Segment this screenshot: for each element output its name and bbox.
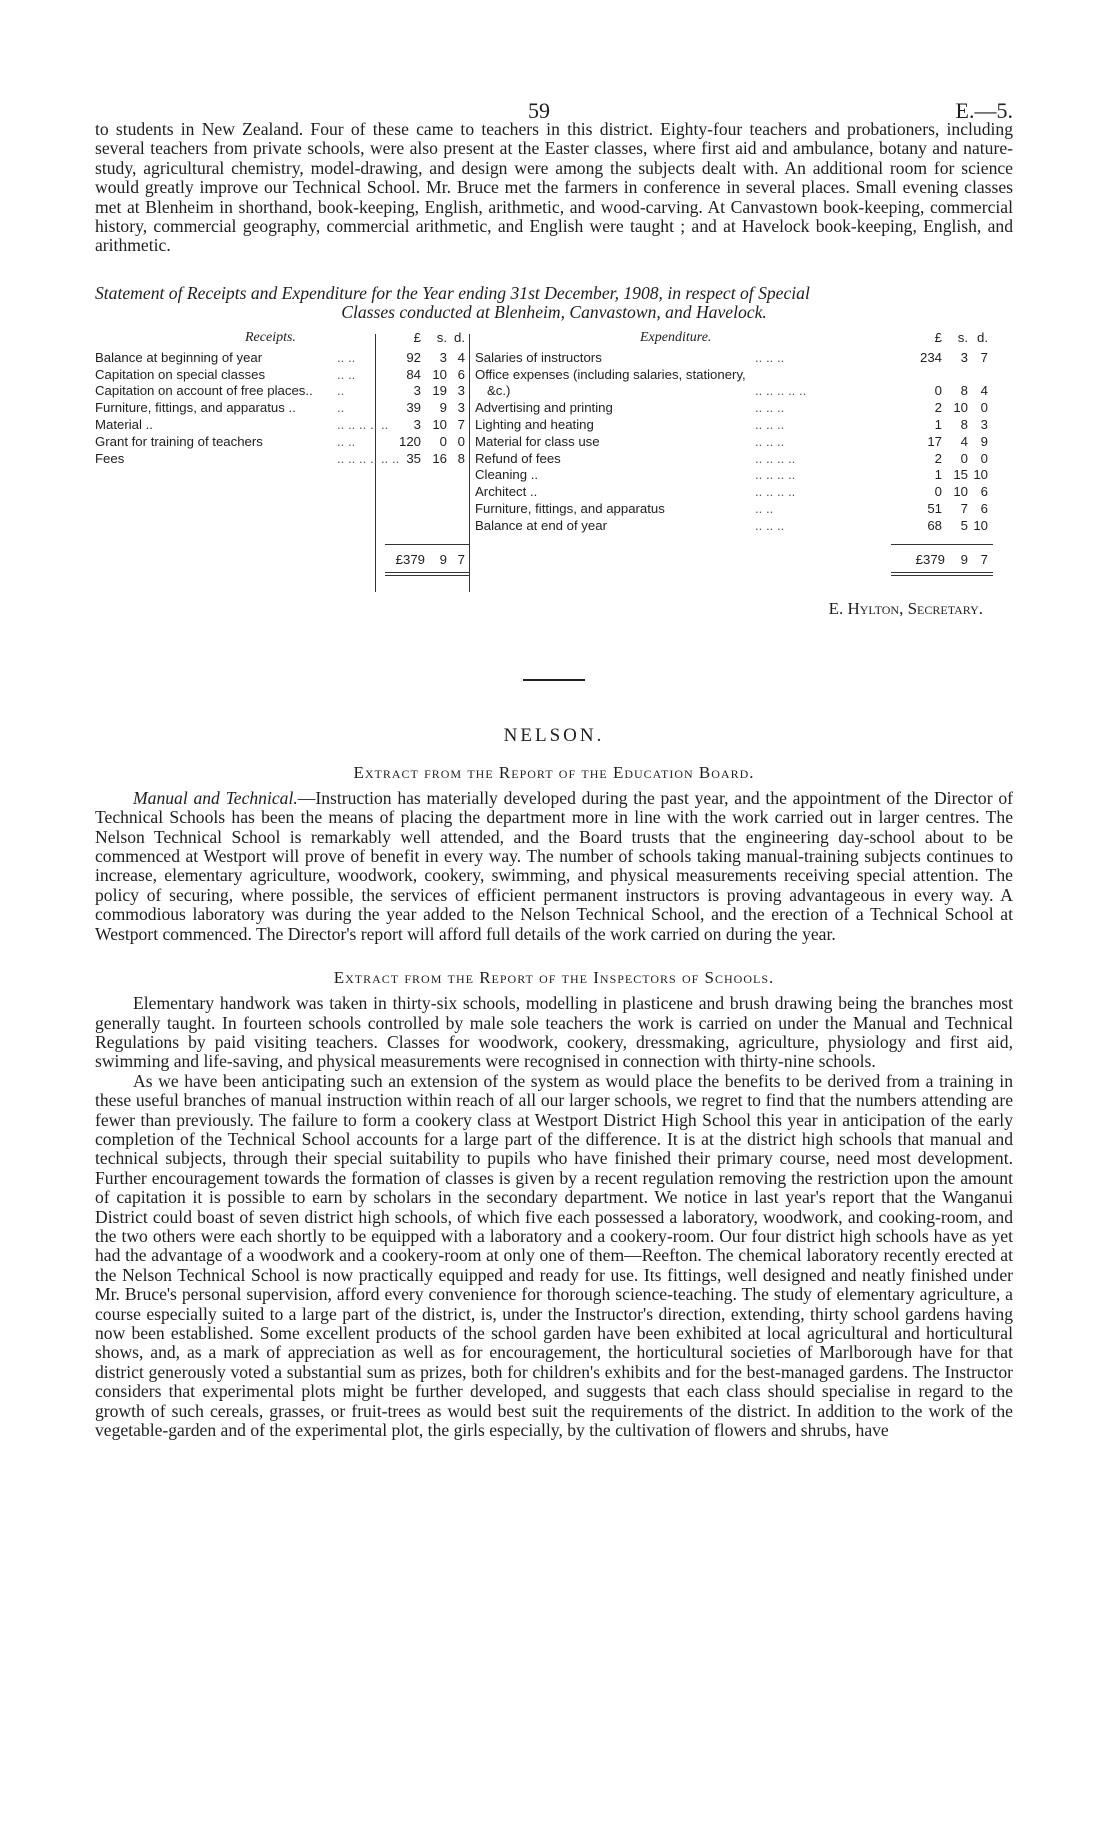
receipt-shillings: 3	[439, 349, 447, 365]
receipts-total-double-rule	[385, 572, 469, 573]
receipt-pence: 6	[457, 366, 465, 382]
expenditure-total-shillings: 9	[960, 551, 968, 567]
receipt-pounds: 3	[413, 383, 421, 399]
expenditure-total-pence: 7	[980, 551, 988, 567]
expenditure-leader: .. .. .. ..	[755, 450, 796, 466]
expenditure-leader: .. ..	[755, 501, 774, 517]
signature	[95, 598, 1013, 619]
expenditure-shillings: 10	[953, 484, 968, 500]
receipt-pounds: 120	[398, 433, 421, 449]
expenditure-leader: .. .. ..	[755, 349, 785, 365]
expenditure-pence: 0	[980, 400, 988, 416]
expenditure-pence: 6	[980, 484, 988, 500]
series-code: E.—5.	[955, 98, 1013, 123]
receipt-pounds: 35	[406, 450, 421, 466]
expenditure-pounds: 68	[927, 517, 942, 533]
expenditure-pence: 4	[980, 383, 988, 399]
expenditure-total-double-rule	[891, 575, 993, 576]
expenditure-pence: 3	[980, 417, 988, 433]
receipt-label: Grant for training of teachers	[95, 433, 263, 449]
expenditure-leader: .. .. ..	[755, 517, 785, 533]
receipt-pence: 3	[457, 400, 465, 416]
expenditure-pounds: 0	[934, 484, 942, 500]
receipt-pence: 8	[457, 450, 465, 466]
expenditure-label: Furniture, fittings, and apparatus	[475, 501, 665, 517]
receipt-pounds: 3	[413, 417, 421, 433]
expenditure-pounds: 0	[934, 383, 942, 399]
receipts-total-pence: 7	[457, 551, 465, 567]
expenditure-shillings: 5	[960, 517, 968, 533]
expenditure-pence: 6	[980, 501, 988, 517]
expenditure-pounds: 17	[927, 433, 942, 449]
receipt-label: Balance at beginning of year	[95, 349, 263, 365]
receipt-label: Capitation on special classes	[95, 366, 266, 382]
expenditure-label: Balance at end of year	[475, 517, 607, 533]
expenditure-pence: 7	[980, 349, 988, 365]
section-rule	[523, 679, 585, 681]
receipt-pence: 3	[457, 383, 465, 399]
receipt-shillings: 9	[439, 400, 447, 416]
expenditure-shillings: 7	[960, 501, 968, 517]
receipts-heading: Receipts.	[245, 329, 296, 345]
receipt-pence: 7	[457, 417, 465, 433]
receipt-pounds: 39	[406, 400, 421, 416]
expenditure-pounds: 1	[934, 417, 942, 433]
column-divider	[469, 334, 470, 592]
receipt-shillings: 16	[432, 450, 447, 466]
expenditure-pounds: 1	[934, 467, 942, 483]
intro-paragraph: to students in New Zealand. Four of these came to teachers in this district. Eighty-four teachers and probationers, including several teachers from private schools, were also present at the Easter classes, where first aid and ambulance, botany and nature-study, agricultural chemistry, model-drawing, and design were among the subjects dealt with. An additional room for science would greatly improve our Technical School. Mr. Bruce met the farmers in conference in several places. Small evening classes met at Blenheim in shorthand, book-keeping, English, arithmetic, and wood-carving. At Canvastown book-keeping, commercial history, commercial geography, commercial arithmetic, and English were taught ; and at Havelock book-keeping, English, and arithmetic.	[95, 119, 1013, 256]
expenditure-leader: .. .. .. ..	[755, 484, 796, 500]
receipt-leader: ..	[337, 400, 345, 416]
expenditure-pounds: 2	[934, 400, 942, 416]
expenditure-shillings: 10	[953, 400, 968, 416]
receipt-shillings: 10	[432, 366, 447, 382]
statement-title-line2: Classes conducted at Blenheim, Canvastown, and Havelock.	[341, 301, 767, 322]
receipt-pounds: 84	[406, 366, 421, 382]
expenditure-shillings: 8	[960, 417, 968, 433]
document-page	[95, 0, 1013, 1440]
extract-title-inspectors	[95, 968, 1013, 988]
receipt-leader: .. ..	[337, 433, 356, 449]
currency-header-pound: £	[413, 329, 421, 345]
inspectors-paragraph-2: As we have been anticipating such an extension of the system as would place the benefits to be derived from a training in these useful branches of manual instruction within reach of all our larger schools, we regret to find that the numbers attending are fewer than previously. The failure to form a cookery class at Westport District High School this year in anticipation of the early completion of the Technical School accounts for a large part of the difference. It is at the district high schools that manual and technical subjects, through their special suitability to pupils who have finished their primary course, need most development. Further encouragement towards the formation of classes is given by a recent regulation removing the restriction upon the amount of capitation it is possible to earn by scholars in the secondary department. We notice in last year's report that the Wanganui District could boast of seven district high schools, of which five each possessed a laboratory, woodwork, and cooking-room, and the two others were each shortly to be equipped with a laboratory and a cookery-room. Our four district high schools have as yet had the advantage of a woodwork and a cookery-room at only one of them—Reefton. The chemical laboratory recently erected at the Nelson Technical School is now practically equipped and ready for use. Its fittings, well designed and neatly finished under Mr. Bruce's personal supervision, afford every convenience for thorough science-teaching. The study of elementary agriculture, a course especially suited to a large part of the district, is, under the Instructor's direction, extending, thirty school gardens having now been established. Some excellent products of the school garden have been exhibited at local agricultural and horticultural shows, and, as a mark of appreciation as well as for encouragement, the horticultural societies of Marlborough have for that district generously voted a substantial sum as prizes, both for children's exhibits and for the best-managed gardens. The Instructor considers that experimental plots might be further developed, and suggests that each class should specialise in regard to the growth of such cereals, grasses, or fruit-trees as would best suit the requirements of the district. In addition to the work of the vegetable-garden and of the experimental plot, the girls especially, by the cultivation of flowers and shrubs, have	[95, 1070, 1013, 1441]
expenditure-leader: .. .. ..	[755, 417, 785, 433]
statement-title-line1: Statement of Receipts and Expenditure for the Year ending 31st December, 1908, in respect of Special	[95, 282, 810, 303]
expenditure-pounds: 2	[934, 450, 942, 466]
page-number: 59	[528, 98, 550, 123]
expenditure-label: &c.)	[487, 383, 511, 399]
receipt-pounds: 92	[406, 349, 421, 365]
receipt-label: Material ..	[95, 417, 153, 433]
receipts-total-shillings: 9	[439, 551, 447, 567]
expenditure-pence: 9	[980, 433, 988, 449]
board-paragraph-lead: Manual and Technical.	[133, 787, 298, 808]
receipt-pence: 0	[457, 433, 465, 449]
expenditure-leader: .. .. .. .. ..	[755, 383, 807, 399]
extract-title-board	[95, 763, 1013, 783]
expenditure-leader: .. .. ..	[755, 400, 785, 416]
accounts-table	[95, 330, 1013, 596]
expenditure-pence: 10	[973, 467, 988, 483]
receipt-leader: .. ..	[337, 366, 356, 382]
receipts-total-pounds: £379	[395, 551, 425, 567]
currency-header-pence: d.	[454, 329, 465, 345]
receipts-total-rule	[385, 544, 469, 545]
receipt-leader: .. .. .. .. .. ..	[337, 450, 400, 466]
nelson-heading: NELSON.	[503, 724, 605, 746]
expenditure-total-pounds: £379	[915, 551, 945, 567]
inspectors-paragraph-1: Elementary handwork was taken in thirty-six schools, modelling in plasticene and brush drawing being the branches most generally taught. In fourteen schools controlled by male sole teachers the work is carried on under the Manual and Technical Regulations by paid visiting teachers. Classes for woodwork, cookery, dressmaking, agriculture, physiology and first aid, swimming and life-saving, and physical measurements were recognised in connection with thirty-nine schools.	[95, 993, 1013, 1072]
board-paragraph-body: —Instruction has materially developed during the past year, and the appointment of the Director of Technical Schools has been the means of placing the department more in line with the work carried out in larger centres. The Nelson Technical School is remarkably well attended, and the Board trusts that the engineering day-school about to be commenced at Westport will prove of benefit in every way. The number of schools taking manual-training subjects continues to increase, elementary agriculture, woodwork, cookery, swimming, and physical measurements receiving special attention. The policy of securing, where possible, the services of efficient permanent instructors is proving advantageous in every way. A commodious laboratory was during the year added to the Nelson Technical School, and the erection of a Technical School at Westport commenced. The Director's report will afford full details of the work carried on during the year.	[95, 787, 1013, 944]
expenditure-label: Salaries of instructors	[475, 349, 602, 365]
receipt-label: Furniture, fittings, and apparatus ..	[95, 400, 296, 416]
receipt-shillings: 10	[432, 417, 447, 433]
receipt-shillings: 0	[439, 433, 447, 449]
currency-header-pound: £	[934, 329, 942, 345]
currency-header-shilling: s.	[957, 329, 968, 345]
expenditure-pence: 10	[973, 517, 988, 533]
board-paragraph	[95, 789, 1013, 944]
expenditure-label: Refund of fees	[475, 450, 561, 466]
expenditure-shillings: 3	[960, 349, 968, 365]
extract-title-inspectors-text: Extract from the Report of the Inspectors of Schools.	[333, 968, 775, 988]
expenditure-leader: .. .. .. ..	[755, 467, 796, 483]
expenditure-heading: Expenditure.	[640, 329, 712, 345]
expenditure-label: Cleaning ..	[475, 467, 539, 483]
receipt-leader: ..	[337, 383, 345, 399]
expenditure-pounds: 51	[927, 501, 942, 517]
receipt-leader: .. .. .. .. ..	[337, 417, 389, 433]
expenditure-label: Architect ..	[475, 484, 538, 500]
expenditure-total-rule	[891, 544, 993, 545]
expenditure-pounds: 234	[919, 349, 942, 365]
currency-header-shilling: s.	[436, 329, 447, 345]
expenditure-label: Office expenses (including salaries, stationery,	[475, 366, 746, 382]
expenditure-label: Advertising and printing	[475, 400, 613, 416]
statement-title	[95, 284, 1013, 322]
signature-text: E. Hylton, Secretary.	[828, 598, 983, 618]
receipts-total-double-rule	[385, 575, 469, 576]
receipt-leader: .. ..	[337, 349, 356, 365]
expenditure-pence: 0	[980, 450, 988, 466]
expenditure-shillings: 4	[960, 433, 968, 449]
expenditure-label: Lighting and heating	[475, 417, 594, 433]
receipt-label: Capitation on account of free places..	[95, 383, 313, 399]
expenditure-shillings: 0	[960, 450, 968, 466]
expenditure-label: Material for class use	[475, 433, 600, 449]
expenditure-leader: .. .. ..	[755, 433, 785, 449]
receipt-shillings: 19	[432, 383, 447, 399]
extract-title-board-text: Extract from the Report of the Education Board.	[353, 762, 755, 782]
currency-header-pence: d.	[977, 329, 988, 345]
receipt-label: Fees	[95, 450, 125, 466]
receipt-pence: 4	[457, 349, 465, 365]
page-header	[95, 0, 1013, 123]
expenditure-total-double-rule	[891, 572, 993, 573]
expenditure-shillings: 8	[960, 383, 968, 399]
expenditure-shillings: 15	[953, 467, 968, 483]
